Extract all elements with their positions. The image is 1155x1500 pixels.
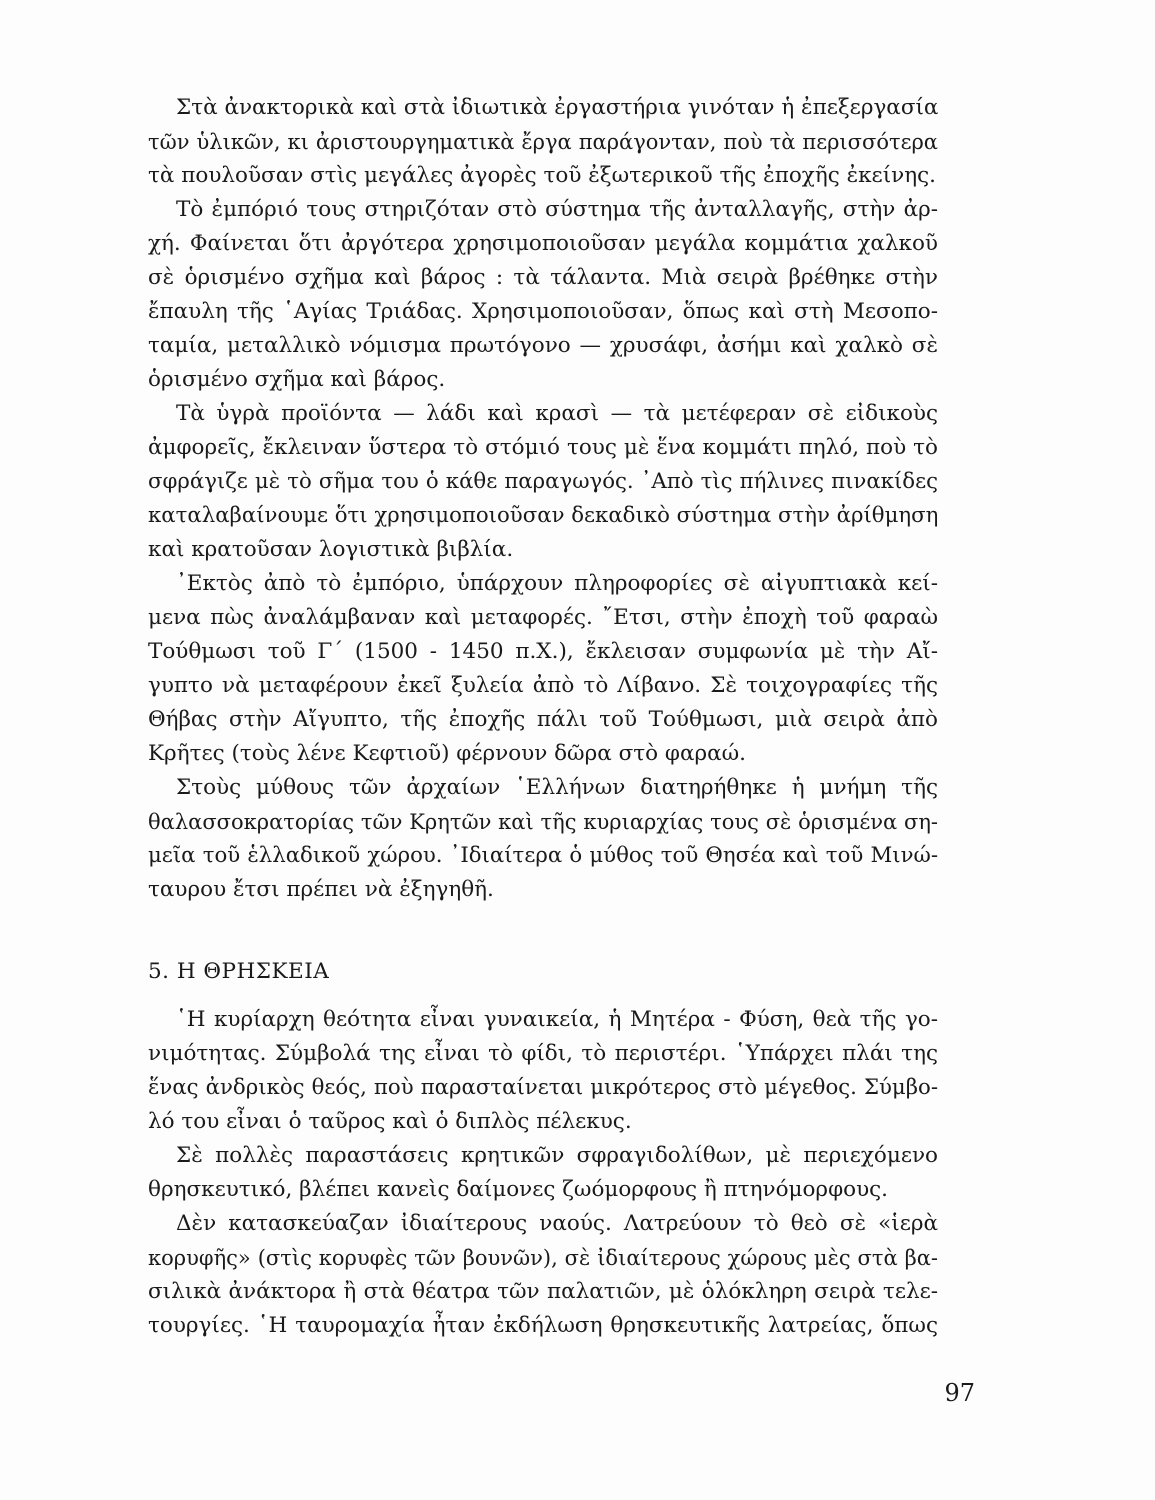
text-line: ἕνας ἀνδρικὸς θεός, ποὺ παρασταίνεται μικρότερος στὸ μέγεθος. Σύμβο- — [148, 1075, 938, 1100]
text-line: σιλικὰ ἀνάκτορα ἢ στὰ θέατρα τῶν παλατιῶν, μὲ ὁλόκληρη σειρὰ τελε- — [148, 1279, 938, 1304]
text-line: Στὰ ἀνακτορικὰ καὶ στὰ ἰδιωτικὰ ἐργαστήρια γινόταν ἡ ἐπεξεργασία — [176, 95, 939, 120]
text-line: σφράγιζε μὲ τὸ σῆμα του ὁ κάθε παραγωγός. ᾿Απὸ τὶς πήλινες πινακίδες — [148, 469, 938, 494]
text-line: Τούθμωσι τοῦ Γ΄ (1500 - 1450 π.Χ.), ἔκλεισαν συμφωνία μὲ τὴν Αἴ- — [148, 639, 938, 664]
text-line: θαλασσοκρατορίας τῶν Κρητῶν καὶ τῆς κυριαρχίας τους σὲ ὁρισμένα ση- — [148, 810, 938, 834]
text-line: Σὲ πολλὲς παραστάσεις κρητικῶν σφραγιδολίθων, μὲ περιεχόμενο — [176, 1143, 938, 1168]
text-line: μεῖα τοῦ ἑλλαδικοῦ χώρου. ᾿Ιδιαίτερα ὁ μύθος τοῦ Θησέα καὶ τοῦ Μινώ- — [148, 843, 938, 868]
text-line: Στοὺς μύθους τῶν ἀρχαίων ῾Ελλήνων διατηρήθηκε ἡ μνήμη τῆς — [176, 775, 938, 800]
section-religion — [148, 1003, 938, 1343]
text-line: Τὸ ἐμπόριό τους στηριζόταν στὸ σύστημα τῆς ἀνταλλαγῆς, στὴν ἀρ- — [176, 197, 938, 222]
text-line: Δὲν κατασκεύαζαν ἰδιαίτερους ναούς. Λατρεύουν τὸ θεὸ σὲ «ἱερὰ — [176, 1211, 938, 1236]
text-line: θρησκευτικό, βλέπει κανεὶς δαίμονες ζωόμορφους ἢ πτηνόμορφους. — [148, 1177, 889, 1202]
text-line: ταυρου ἔτσι πρέπει νὰ ἐξηγηθῆ. — [148, 877, 494, 902]
text-line: ὁρισμένο σχῆμα καὶ βάρος. — [148, 367, 446, 392]
text-line: ἔπαυλη τῆς ῾Αγίας Τριάδας. Χρησιμοποιοῦσαν, ὅπως καὶ στὴ Μεσοπο- — [148, 299, 938, 324]
text-line: νιμότητας. Σύμβολά της εἶναι τὸ φίδι, τὸ περιστέρι. ῾Υπάρχει πλάι της — [148, 1041, 938, 1066]
text-line: Κρῆτες (τοὺς λένε Κεφτιοῦ) φέρνουν δῶρα στὸ φαραώ. — [148, 741, 747, 766]
text-line: ῾Η κυρίαρχη θεότητα εἶναι γυναικεία, ἡ Μητέρα - Φύση, θεὰ τῆς γο- — [176, 1007, 938, 1032]
text-line: Θήβας στὴν Αἴγυπτο, τῆς ἐποχῆς πάλι τοῦ Τούθμωσι, μιὰ σειρὰ ἀπὸ — [148, 707, 938, 732]
text-line: σὲ ὁρισμένο σχῆμα καὶ βάρος : τὰ τάλαντα. Μιὰ σειρὰ βρέθηκε στὴν — [148, 265, 938, 290]
text-line: μενα πὼς ἀναλάμβαναν καὶ μεταφορές. ῎Ετσι, στὴν ἐποχὴ τοῦ φαραὼ — [148, 605, 938, 630]
text-line: Τὰ ὑγρὰ προϊόντα — λάδι καὶ κρασὶ — τὰ μετέφεραν σὲ εἰδικοὺς — [176, 401, 938, 426]
text-line: λό του εἶναι ὁ ταῦρος καὶ ὁ διπλὸς πέλεκυς. — [148, 1109, 632, 1134]
text-line: ταμία, μεταλλικὸ νόμισμα πρωτόγονο — χρυσάφι, ἀσήμι καὶ χαλκὸ σὲ — [148, 333, 938, 358]
text-line: χή. Φαίνεται ὅτι ἀργότερα χρησιμοποιοῦσαν μεγάλα κομμάτια χαλκοῦ — [148, 231, 938, 256]
text-line: καταλαβαίνουμε ὅτι χρησιμοποιοῦσαν δεκαδικὸ σύστημα στὴν ἀρίθμηση — [148, 503, 939, 528]
text-line: ἀμφορεῖς, ἔκλειναν ὕστερα τὸ στόμιό τους μὲ ἕνα κομμάτι πηλό, ποὺ τὸ — [148, 435, 938, 460]
text-line: τουργίες. ῾Η ταυρομαχία ἦταν ἐκδήλωση θρησκευτικῆς λατρείας, ὅπως — [148, 1313, 938, 1338]
text-line: κορυφῆς» (στὶς κορυφὲς τῶν βουνῶν), σὲ ἰδιαίτερους χώρους μὲς στὰ βα- — [148, 1246, 938, 1270]
section-commerce — [148, 91, 938, 907]
text-line: γυπτο νὰ μεταφέρουν ἐκεῖ ξυλεία ἀπὸ τὸ Λίβανο. Σὲ τοιχογραφίες τῆς — [148, 673, 938, 698]
text-line: τῶν ὑλικῶν, κι ἀριστουργηματικὰ ἔργα παράγονταν, ποὺ τὰ περισσότερα — [148, 130, 938, 154]
section-heading-religion: 5. Η ΘΡΗΣΚΕΙΑ — [148, 959, 330, 984]
text-line: καὶ κρατοῦσαν λογιστικὰ βιβλία. — [148, 537, 514, 562]
text-line: τὰ πουλοῦσαν στὶς μεγάλες ἀγορὲς τοῦ ἐξωτερικοῦ τῆς ἐποχῆς ἐκείνης. — [148, 163, 936, 188]
text-line: ᾿Εκτὸς ἀπὸ τὸ ἐμπόριο, ὑπάρχουν πληροφορίες σὲ αἰγυπτιακὰ κεί- — [176, 571, 938, 596]
page-number: 97 — [944, 1379, 975, 1407]
